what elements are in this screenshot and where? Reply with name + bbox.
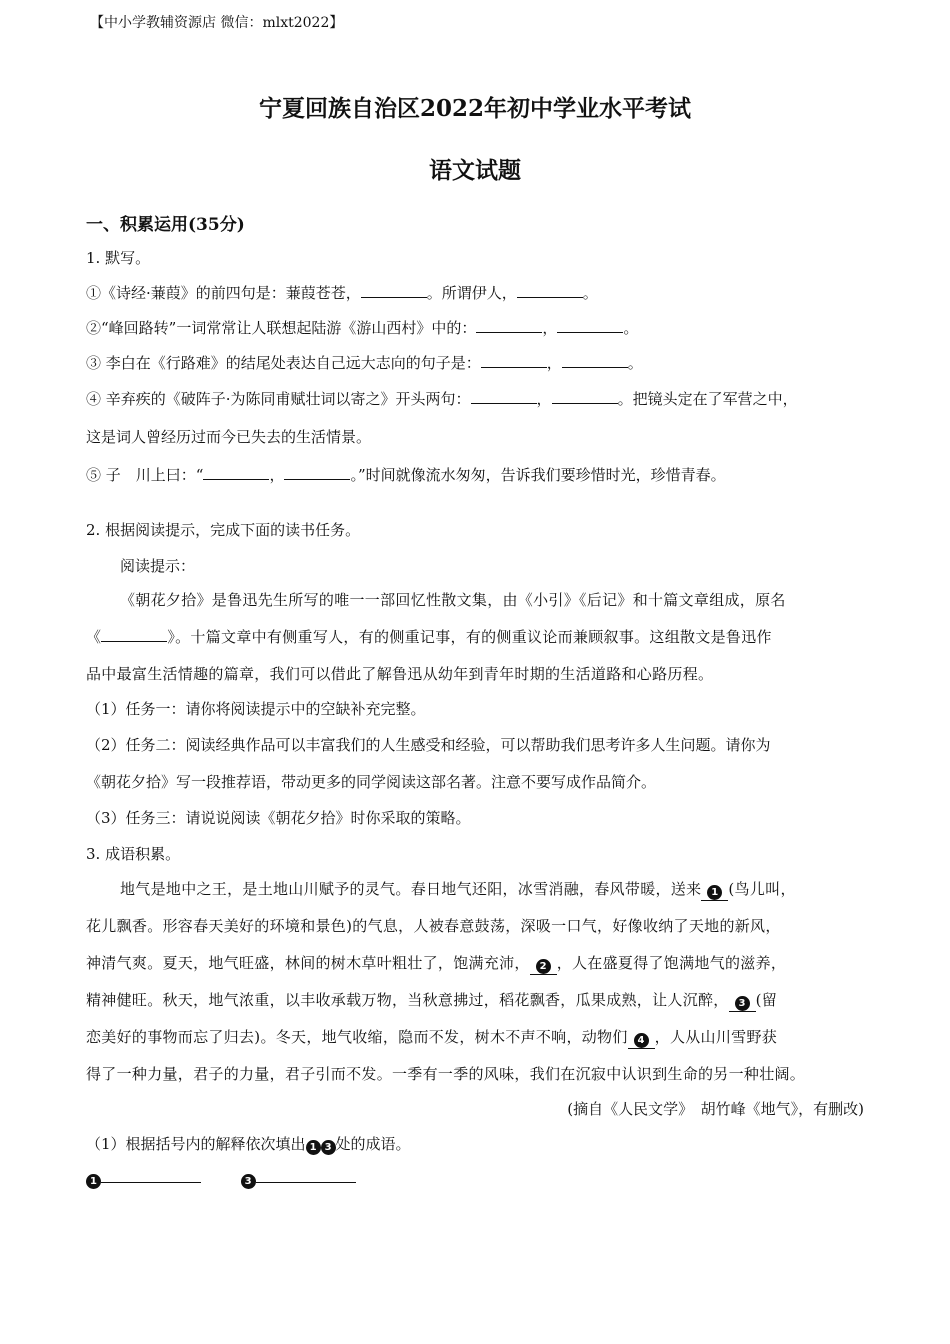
q3-answer-row [86, 1168, 356, 1189]
answer-blank[interactable] [471, 389, 537, 404]
q2-hint-p3: 品中最富生活情趣的篇章，我们可以借此了解鲁迅从幼年到青年时期的生活道路和心路历程。 [86, 665, 714, 683]
q1-line-1: ①《诗经·蒹葭》的前四句是：蒹葭苍苍， 。所谓伊人， 。 [86, 284, 598, 302]
answer-blank-3[interactable] [256, 1168, 356, 1183]
q1-line-2: ②“峰回路转”一词常常让人联想起陆游《游山西村》中的： ， 。 [86, 319, 639, 337]
q2-task-1: （1）任务一：请你将阅读提示中的空缺补充完整。 [86, 700, 426, 718]
idiom-blank-4[interactable] [628, 1028, 655, 1049]
q1-line-4-cont: 这是词人曾经历过而今已失去的生活情景。 [86, 428, 372, 446]
number-3-icon: 3 [321, 1140, 336, 1155]
answer-blank-1[interactable] [101, 1168, 201, 1183]
q2-task-3: （3）任务三：请说说阅读《朝花夕拾》时你采取的策略。 [86, 809, 471, 827]
number-3-icon: 3 [735, 996, 750, 1011]
answer-blank[interactable] [203, 465, 269, 480]
q1-line-3: ③ 李白在《行路难》的结尾处表达自己远大志向的句子是： ， 。 [86, 354, 643, 372]
number-1-icon: 1 [306, 1140, 321, 1155]
answer-blank[interactable] [552, 389, 618, 404]
answer-blank[interactable] [284, 465, 350, 480]
answer-blank[interactable] [476, 318, 542, 333]
answer-blank[interactable] [481, 353, 547, 368]
q3-stem: 3. 成语积累。 [86, 845, 181, 863]
answer-blank[interactable] [101, 627, 167, 642]
q3-reading-line-5: 恋美好的事物而忘了归去)。冬天，地气收缩，隐而不发，树木不声不响，动物们 4 ，人从山川雪野获 [86, 1026, 777, 1049]
number-2-icon: 2 [536, 959, 551, 974]
q1-stem: 1. 默写。 [86, 249, 151, 267]
number-1-icon: 1 [86, 1174, 101, 1189]
q1-line-5: ⑤ 子 川上曰：“ ， 。”时间就像流水匆匆，告诉我们要珍惜时光，珍惜青春。 [86, 466, 726, 484]
q1-line-4: ④ 辛弃疾的《破阵子·为陈同甫赋壮词以寄之》开头两句： ， 。把镜头定在了军营之中， [86, 390, 798, 408]
q3-source: (摘自《人民文学》 胡竹峰《地气》，有删改) [567, 1100, 864, 1118]
q2-hint-label: 阅读提示： [120, 557, 196, 575]
q2-task-2: （2）任务二：阅读经典作品可以丰富我们的人生感受和经验，可以帮助我们思考许多人生问题。请你为 [86, 736, 771, 754]
q3-reading-line-6: 得了一种力量，君子的力量，君子引而不发。一季有一季的风味，我们在沉寂中认识到生命的另一种壮阔。 [86, 1065, 806, 1083]
q3-reading-line-1: 地气是地中之王，是土地山川赋予的灵气。春日地气还阳，冰雪消融，春风带暖，送来 1 (鸟儿叫， [120, 878, 796, 901]
number-3-icon: 3 [241, 1174, 256, 1189]
q2-hint-p1: 《朝花夕拾》是鲁迅先生所写的唯一一部回忆性散文集，由《小引》《后记》和十篇文章组成，原名 [120, 591, 786, 609]
idiom-blank-1[interactable] [701, 880, 728, 901]
exam-subtitle: 语文试题 [429, 157, 521, 184]
idiom-blank-2[interactable] [530, 954, 557, 975]
answer-blank[interactable] [361, 283, 427, 298]
q2-hint-p2: 《 》。十篇文章中有侧重写人，有的侧重记事，有的侧重议论而兼顾叙事。这组散文是鲁迅作 [86, 628, 772, 646]
answer-blank[interactable] [557, 318, 623, 333]
q2-stem: 2. 根据阅读提示，完成下面的读书任务。 [86, 521, 361, 539]
q3-reading-line-3: 神清气爽。夏天，地气旺盛，林间的树木草叶粗壮了，饱满充沛， 2 ，人在盛夏得了饱满地气的滋养， [86, 952, 786, 975]
idiom-blank-3[interactable] [729, 991, 756, 1012]
q3-reading-line-2: 花儿飘香。形容春天美好的环境和景色)的气息，人被春意鼓荡，深吸一口气，好像收纳了天地的新风， [86, 917, 781, 935]
q2-task-2-cont: 《朝花夕拾》写一段推荐语，带动更多的同学阅读这部名著。注意不要写成作品简介。 [86, 773, 657, 791]
answer-blank[interactable] [517, 283, 583, 298]
q3-sub-question-1: （1）根据括号内的解释依次填出 1 3 处的成语。 [86, 1135, 411, 1153]
q3-reading-line-4: 精神健旺。秋天，地气浓重，以丰收承载万物，当秋意拂过，稻花飘香，瓜果成熟，让人沉醉， 3 (留 [86, 989, 777, 1012]
section-heading: 一、积累运用(35分) [86, 215, 245, 235]
header-watermark: 【中小学教辅资源店 微信：mlxt2022】 [90, 15, 344, 31]
exam-title: 宁夏回族自治区2022年初中学业水平考试 [258, 95, 691, 122]
number-1-icon: 1 [707, 885, 722, 900]
answer-blank[interactable] [562, 353, 628, 368]
number-4-icon: 4 [634, 1033, 649, 1048]
